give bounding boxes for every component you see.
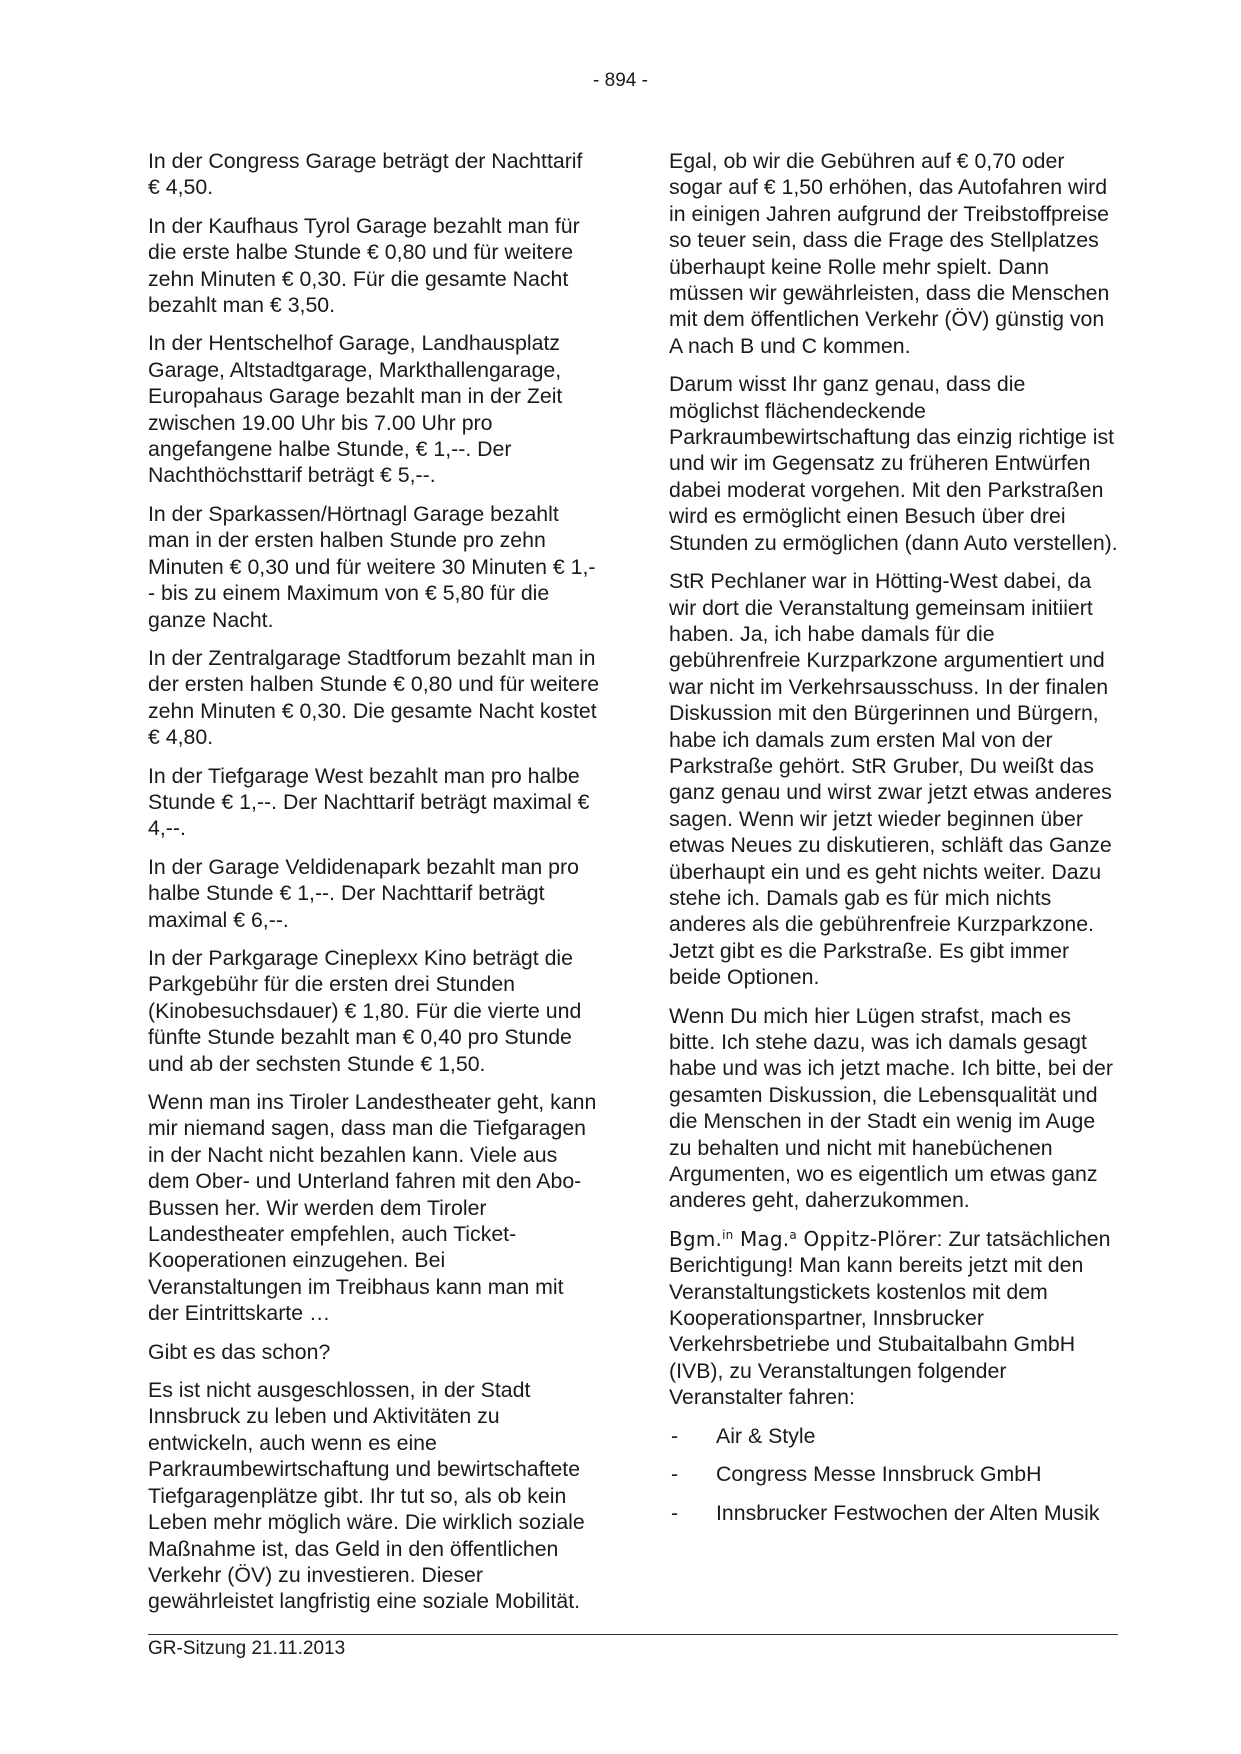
paragraph: In der Hentschelhof Garage, Landhausplatz Garage, Altstadtgarage, Markthallengarage, Europahaus Garage bezahlt man in der Zeit zwischen 19.00 Uhr bis 7.00 Uhr pro angefangene halbe Stunde, € 1,--. Der Nachthöchsttarif beträgt € 5,--. [148,331,563,488]
speaker-title-bgm: Bgm. [669,1226,723,1251]
speaker-name [669,1227,936,1251]
speaker-title-mag-sup: a [789,1227,797,1242]
paragraph: Es ist nicht ausgeschlossen, in der Stadt Innsbruck zu leben und Aktivitäten zu entwickeln, auch wenn es eine Parkraumbewirtschaftung und bewirtschaftete Tiefgaragenplätze gibt. Ihr tut so, als ob kein Leben mehr möglich wäre. Die wirklich soziale Maßnahme ist, das Geld in den öffentlichen Verkehr (ÖV) zu investieren. Dieser gewährleistet langfristig eine soziale Mobilität. [148,1378,585,1614]
list-item [669,1461,1121,1487]
list-item-text: Congress Messe Innsbruck GmbH [716,1462,1042,1487]
footer-divider [148,1634,1118,1635]
right-column [669,148,1121,1538]
paragraph: Egal, ob wir die Gebühren auf € 0,70 oder sogar auf € 1,50 erhöhen, das Autofahren wird in einigen Jahren aufgrund der Treibstoffpreise so teuer sein, dass die Frage des Stellplatzes überhaupt keine Rolle mehr spielt. Dann müssen wir gewährleisten, dass die Menschen mit dem öffentlichen Verkehr (ÖV) günstig von A nach B und C kommen. [669,149,1110,358]
page-number: - 894 - [593,70,648,91]
paragraph: Wenn Du mich hier Lügen strafst, mach es bitte. Ich stehe dazu, was ich damals gesagt habe und was ich jetzt mache. Ich bitte, bei der gesamten Diskussion, die Lebensqualität und die Menschen in der Stadt ein wenig im Auge zu behalten und nicht mit hanebüchenen Argumenten, wo es eigentlich um etwas ganz anderes geht, daherzukommen. [669,1003,1113,1213]
paragraph: Wenn man ins Tiroler Landestheater geht, kann mir niemand sagen, dass man die Tiefgaragen in der Nacht nicht bezahlen kann. Viele aus dem Ober- und Unterland fahren mit den Abo-Bussen her. Wir werden dem Tiroler Landestheater empfehlen, auch Ticket-Kooperationen einzugehen. Bei Veranstaltungen im Treibhaus kann man mit der Eintrittskarte … [148,1090,597,1326]
speaker-title-bgm-sup: in [722,1227,734,1242]
list-item-text: Air & Style [716,1423,816,1448]
list-item [669,1500,1121,1526]
speaker-title-mag: Mag. [739,1226,790,1251]
speaker-paragraph [669,1226,1121,1411]
list-item [669,1423,1121,1449]
bullet-dash: - [671,1423,679,1448]
paragraph: In der Zentralgarage Stadtforum bezahlt man in der ersten halben Stunde € 0,80 und für weitere zehn Minuten € 0,30. Die gesamte Nacht kostet € 4,80. [148,645,600,750]
organizer-list [669,1423,1121,1526]
speaker-statement: : Zur tatsächlichen Berichtigung! Man kann bereits jetzt mit den Veranstaltungstickets kostenlos mit dem Kooperationspartner, Innsbrucker Verkehrsbetriebe und Stubaitalbahn GmbH (IVB), zu Veranstaltungen folgender Veranstalter fahren: [669,1226,1111,1410]
paragraph: Gibt es das schon? [148,1339,331,1364]
paragraph: In der Kaufhaus Tyrol Garage bezahlt man für die erste halbe Stunde € 0,80 und für weitere zehn Minuten € 0,30. Für die gesamte Nacht bezahlt man € 3,50. [148,213,580,318]
paragraph: In der Congress Garage beträgt der Nachttarif € 4,50. [148,149,583,200]
list-item-text: Innsbrucker Festwochen der Alten Musik [716,1500,1100,1525]
paragraph: In der Garage Veldidenapark bezahlt man pro halbe Stunde € 1,--. Der Nachttarif beträgt maximal € 6,--. [148,854,579,932]
speaker-surname: Oppitz-Plörer [803,1226,937,1251]
footer-session-date: GR-Sitzung 21.11.2013 [148,1638,346,1659]
bullet-dash: - [671,1500,679,1525]
left-column [148,148,600,1627]
paragraph: StR Pechlaner war in Hötting-West dabei, da wir dort die Veranstaltung gemeinsam initiiert haben. Ja, ich habe damals für die gebührenfreie Kurzparkzone argumentiert und war nicht im Verkehrsausschuss. In der finalen Diskussion mit den Bürgerinnen und Bürgern, habe ich damals zum ersten Mal von der Parkstraße gehört. StR Gruber, Du weißt das ganz genau und wirst zwar jetzt etwas anderes sagen. Wenn wir jetzt wieder beginnen über etwas Neues zu diskutieren, schläft das Ganze überhaupt ein und es geht nichts weiter. Dazu stehe ich. Damals gab es für mich nichts anderes als die gebührenfreie Kurzparkzone. Jetzt gibt es die Parkstraße. Es gibt immer beide Optionen. [669,569,1112,990]
paragraph: Darum wisst Ihr ganz genau, dass die möglichst flächendeckende Parkraumbewirtschaftung das einzig richtige ist und wir im Gegensatz zu früheren Entwürfen dabei moderat vorgehen. Mit den Parkstraßen wird es ermöglicht einen Besuch über drei Stunden zu ermöglichen (dann Auto verstellen). [669,372,1118,555]
paragraph: In der Parkgarage Cineplexx Kino beträgt die Parkgebühr für die ersten drei Stunden (Kinobesuchsdauer) € 1,80. Für die vierte und fünfte Stunde bezahlt man € 0,40 pro Stunde und ab der sechsten Stunde € 1,50. [148,945,582,1076]
paragraph: In der Tiefgarage West bezahlt man pro halbe Stunde € 1,--. Der Nachttarif beträgt maximal € 4,--. [148,763,590,841]
paragraph: In der Sparkassen/Hörtnagl Garage bezahlt man in der ersten halben Stunde pro zehn Minuten € 0,30 und für weitere 30 Minuten € 1,-- bis zu einem Maximum von € 5,80 für die ganze Nacht. [148,501,596,632]
bullet-dash: - [671,1462,679,1487]
